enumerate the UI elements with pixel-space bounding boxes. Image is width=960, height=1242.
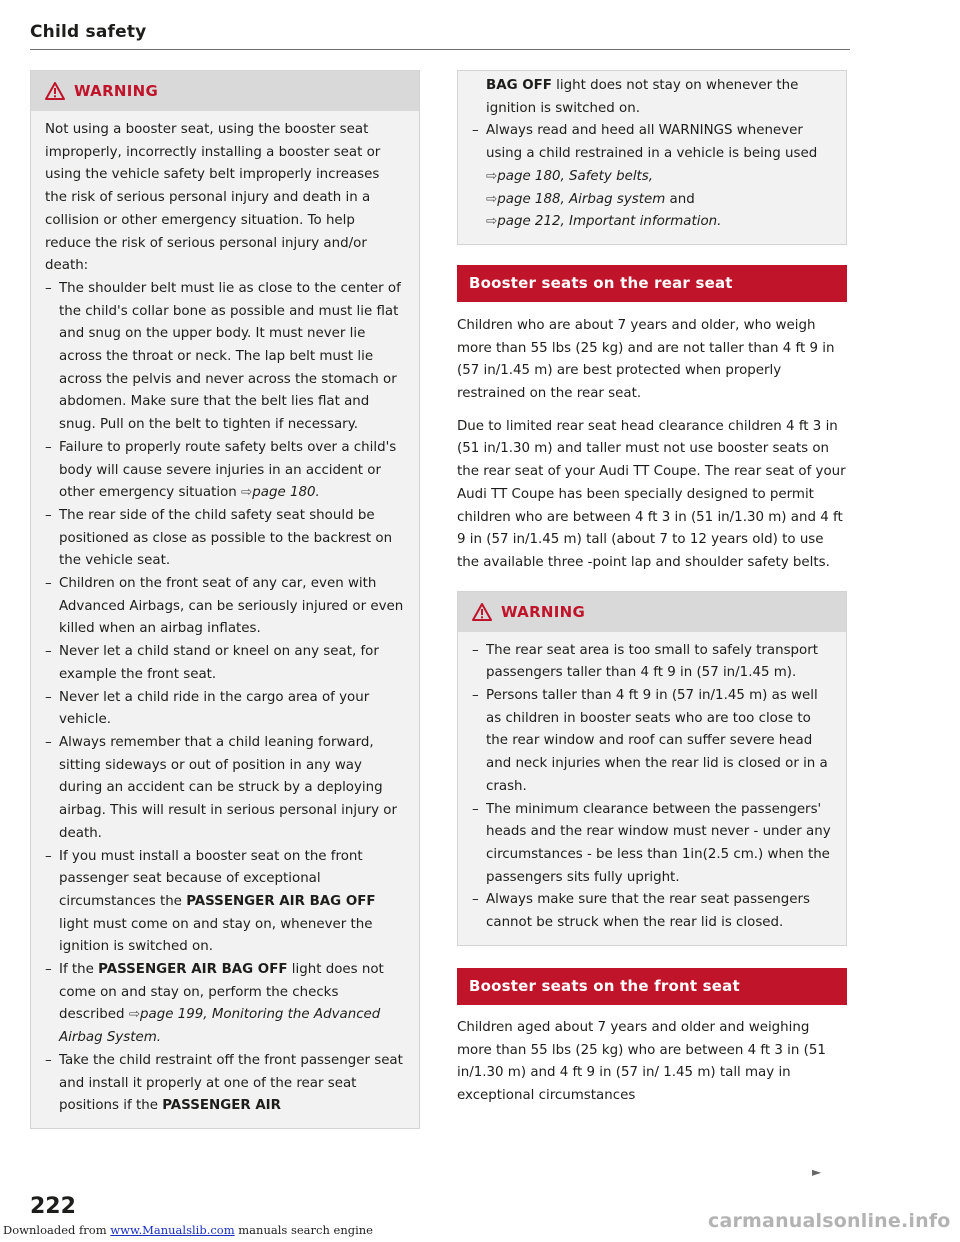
- continue-arrow-icon: ►: [812, 1165, 822, 1179]
- arrow-reference-icon: ⇨: [486, 168, 498, 184]
- list-item: – Children on the front seat of any car, even with Advanced Airbags, can be seriously injured or even killed when an airbag inflates.: [45, 576, 404, 637]
- list-item: – If you must install a booster seat on the front passenger seat because of exceptional circumstances the PASSENGER AIR BAG OFF light must come on and stay on, whenever the ignition is switched on.: [45, 848, 376, 955]
- arrow-reference-icon: ⇨: [128, 1007, 141, 1023]
- warning-list: [472, 640, 832, 935]
- paragraph-rear-seat: Children who are about 7 years and older, who weigh more than 55 lbs (25 kg) and are not taller than 4 ft 9 in (57 in/1.45 m) are best protected when properly restrained on the rear seat.: [457, 317, 835, 402]
- list-item: – Take the child restraint off the front passenger seat and install it properly at one of the rear seat positions if the PASSENGER AIR: [45, 1052, 403, 1114]
- page-reference-link[interactable]: page 180.: [252, 485, 320, 501]
- list-item: – If the PASSENGER AIR BAG OFF light does not come on and stay on, perform the checks described ⇨page 199, Monitoring the Advanced Airbag System.: [45, 962, 384, 1046]
- footer-watermark: carmanualsonline.info: [708, 1210, 951, 1232]
- section-banner-rear-seat: Booster seats on the rear seat: [457, 265, 847, 302]
- warning-list: [45, 278, 405, 1118]
- list-item: – Never let a child ride in the cargo area of your vehicle.: [45, 689, 370, 728]
- warning-box-left: [30, 70, 420, 1129]
- warning-header: [458, 592, 846, 632]
- arrow-reference-icon: ⇨: [486, 191, 498, 207]
- list-item: – Always read and heed all WARNINGS whenever using a child restrained in a vehicle is being used ⇨page 180, Safety belts, ⇨page 188, Airbag system and ⇨page 212, Important information.: [472, 123, 818, 230]
- warning-continued-list: [472, 120, 832, 234]
- header-rule: [30, 49, 850, 50]
- list-item: – Always remember that a child leaning forward, sitting sideways or out of position in any way during an accident can be struck by a deploying airbag. This will result in serious personal injury or death.: [45, 734, 397, 841]
- right-column: [457, 70, 847, 1108]
- arrow-reference-icon: ⇨: [486, 214, 498, 230]
- list-item: – Always make sure that the rear seat passengers cannot be struck when the rear lid is closed.: [472, 892, 811, 931]
- list-item: – Failure to properly route safety belts over a child's body will cause severe injuries in an accident or other emergency situation ⇨page 180.: [45, 439, 397, 501]
- manualslib-link[interactable]: www.Manualslib.com: [110, 1223, 235, 1237]
- page-reference-link[interactable]: page 188, Airbag system: [497, 191, 666, 207]
- warning-intro: Not using a booster seat, using the booster seat improperly, incorrectly installing a booster seat or using the vehicle safety belt improperly increases the risk of serious personal injury and death in a collision or other emergency situation. To help reduce the risk of serious personal injury and/or death:: [45, 122, 381, 274]
- arrow-reference-icon: ⇨: [241, 485, 253, 501]
- list-item: – The shoulder belt must lie as close to the center of the child's collar bone as possible and must lie flat and snug on the upper body. It must never lie across the throat or neck. The lap belt must lie across the pelvis and never across the stomach or abdomen. Make sure that the belt lies flat and snug. Pull on the belt to tighten if necessary.: [45, 280, 401, 433]
- list-item: – The minimum clearance between the passengers' heads and the rear window must never - under any circumstances - be less than 1in(2.5 cm.) when the passengers sits fully upright.: [472, 801, 831, 885]
- warning-body: [31, 111, 419, 1128]
- warning-continued-text: BAG OFF light does not stay on whenever the ignition is switched on.: [486, 78, 799, 116]
- footer-download-notice: Downloaded from www.Manualslib.com manuals search engine: [3, 1223, 373, 1237]
- page-number: 222: [30, 1194, 76, 1219]
- list-item: – Never let a child stand or kneel on any seat, for example the front seat.: [45, 644, 379, 682]
- list-item: – The rear seat area is too small to safely transport passengers taller than 4 ft 9 in (57 in/1.45 m).: [472, 642, 818, 681]
- warning-header: [31, 71, 419, 111]
- section-banner-front-seat: Booster seats on the front seat: [457, 968, 847, 1005]
- section-title: Child safety: [30, 22, 147, 42]
- warning-box-continued: [457, 70, 847, 245]
- left-column: [30, 70, 420, 1129]
- page-reference-link[interactable]: page 199, Monitoring the Advanced Airbag System.: [59, 1007, 381, 1046]
- warning-body: [458, 632, 846, 945]
- warning-label: WARNING: [74, 82, 159, 100]
- paragraph-front-seat: Children aged about 7 years and older and weighing more than 55 lbs (25 kg) who are between 4 ft 3 in (51 in/1.30 m) and 4 ft 9 in (57 in/ 1.45 m) tall may in exceptional circumstances: [457, 1019, 826, 1103]
- warning-triangle-icon: [472, 603, 492, 621]
- paragraph-head-clearance: Due to limited rear seat head clearance children 4 ft 3 in (51 in/1.30 m) and taller must not use booster seats on the rear seat of your Audi TT Coupe. The rear seat of your Audi TT Coupe has been specially designed to permit children who are between 4 ft 3 in (51 in/1.30 m) and 4 ft 9 in (57 in/1.45 m) tall (about 7 to 12 years old) to use the available three -point lap and shoulder safety belts.: [457, 418, 846, 570]
- page-reference-link[interactable]: page 212, Important information.: [497, 214, 722, 230]
- list-item: – The rear side of the child safety seat should be positioned as close as possible to the backrest on the vehicle seat.: [45, 507, 393, 569]
- warning-label: WARNING: [501, 602, 586, 621]
- warning-continued-body: [458, 71, 846, 244]
- list-item: – Persons taller than 4 ft 9 in (57 in/1.45 m) as well as children in booster seats who are too close to the rear window and roof can suffer severe head and neck injuries when the rear lid is closed or in a crash.: [472, 688, 828, 794]
- warning-triangle-icon: [45, 82, 65, 100]
- warning-box-right: [457, 591, 847, 946]
- page-reference-link[interactable]: page 180, Safety belts,: [497, 168, 654, 184]
